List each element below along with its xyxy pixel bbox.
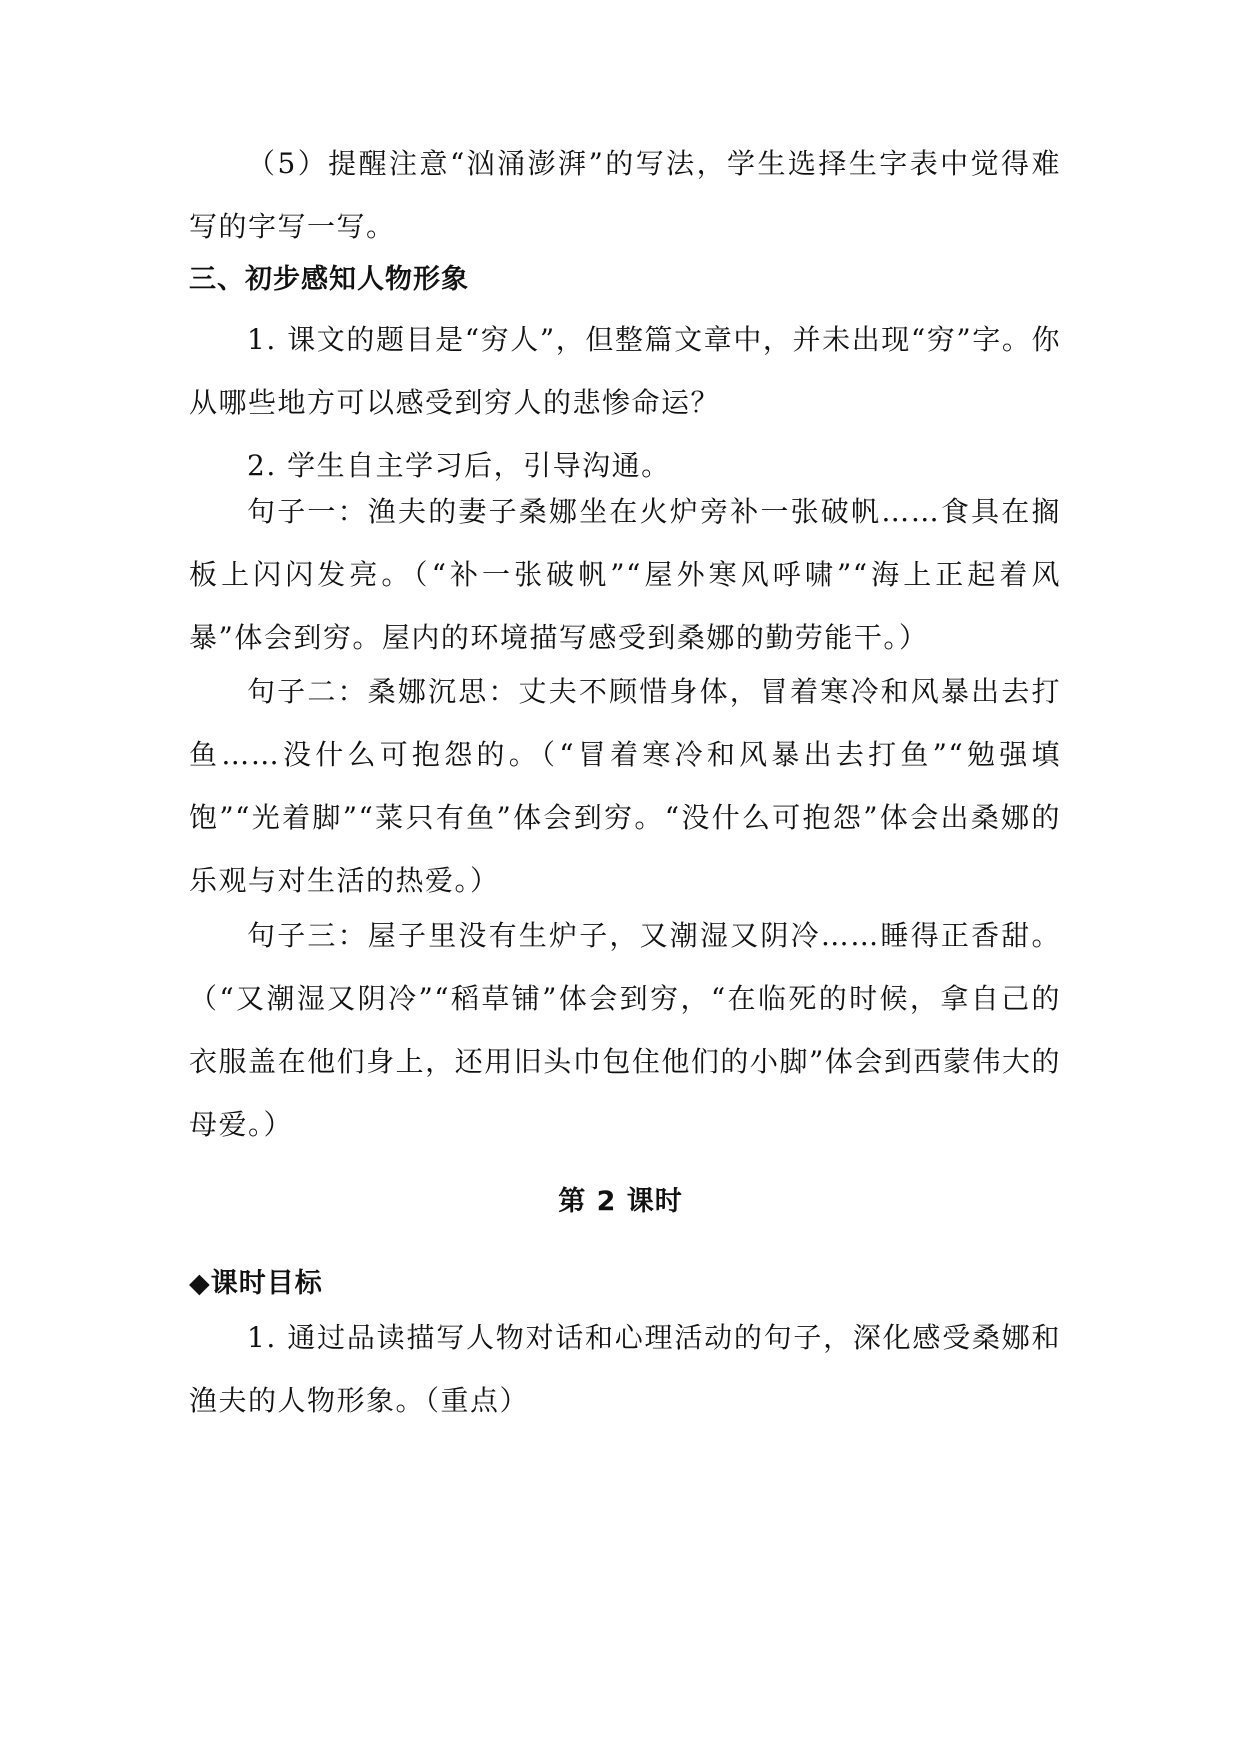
- paragraph-question-1: 1. 课文的题目是“穷人”，但整篇文章中，并未出现“穷”字。你从哪些地方可以感受到穷人的悲惨命运？: [189, 323, 1061, 419]
- paragraph-goal-1: 1. 通过品读描写人物对话和心理活动的句子，深化感受桑娜和渔夫的人物形象。（重点）: [189, 1321, 1061, 1417]
- paragraph-sentence-one: 句子一：渔夫的妻子桑娜坐在火炉旁补一张破帆……食具在搁板上闪闪发亮。（“补一张破帆”“屋外寒风呼啸”“海上正起着风暴”体会到穷。屋内的环境描写感受到桑娜的勤劳能干。）: [189, 495, 1061, 654]
- section-heading-perceive-characters: 三、初步感知人物形象: [189, 264, 469, 295]
- paragraph-sentence-two: 句子二：桑娜沉思：丈夫不顾惜身体，冒着寒冷和风暴出去打鱼……没什么可抱怨的。（“冒着寒冷和风暴出去打鱼”“勉强填饱”“光着脚”“菜只有鱼”体会到穷。“没什么可抱怨”体会出桑娜的乐观与对生活的热爱。）: [189, 675, 1061, 897]
- paragraph-writing-note: （5）提醒注意“汹涌澎湃”的写法，学生选择生字表中觉得难写的字写一写。: [189, 147, 1061, 243]
- goals-heading: ◆课时目标: [189, 1268, 323, 1299]
- paragraph-sentence-three: 句子三：屋子里没有生炉子，又潮湿又阴冷……睡得正香甜。（“又潮湿又阴冷”“稻草铺”体会到穷，“在临死的时候，拿自己的衣服盖在他们身上，还用旧头巾包住他们的小脚”体会到西蒙伟大的母爱。）: [189, 919, 1061, 1141]
- paragraph-item-2: 2. 学生自主学习后，引导沟通。: [247, 449, 671, 482]
- lesson-title: 第 2 课时: [558, 1186, 683, 1217]
